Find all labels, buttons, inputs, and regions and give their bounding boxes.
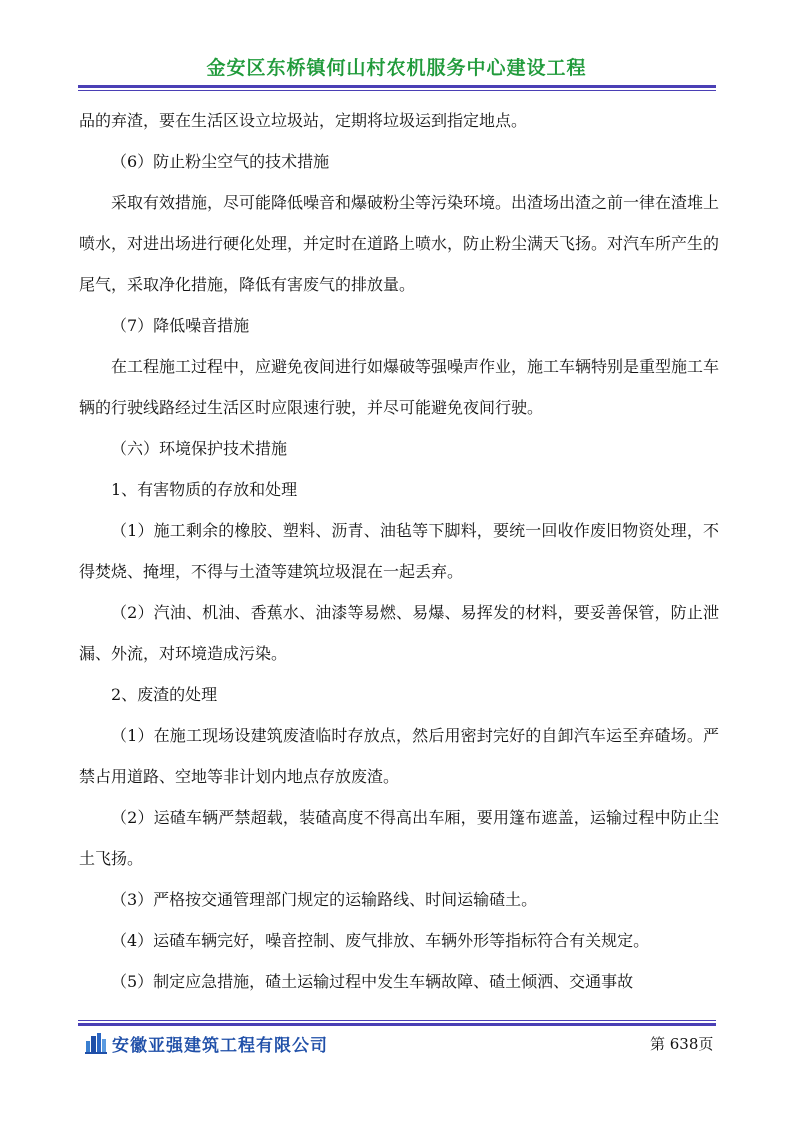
subsection-heading: 1、有害物质的存放和处理 (111, 480, 298, 499)
section-heading: （六）环境保护技术措施 (111, 439, 288, 458)
page-number: 第 638页 (650, 1035, 714, 1053)
header-rule-thin (78, 90, 716, 91)
paragraph: （6）防止粉尘空气的技术措施 (111, 152, 330, 171)
paragraph: （3）严格按交通管理部门规定的运输路线、时间运输碴土。 (111, 890, 538, 909)
paragraph: （2）汽油、机油、香蕉水、油漆等易燃、易爆、易挥发的材料，要妥善保管，防止泄漏、外流，对环境造成污染。 (79, 603, 719, 663)
paragraph: （5）制定应急措施，碴土运输过程中发生车辆故障、碴土倾洒、交通事故 (111, 972, 634, 991)
header-rule-thick (78, 85, 716, 88)
footer-company-block (85, 1030, 328, 1056)
paragraph: 品的弃渣，要在生活区设立垃圾站，定期将垃圾运到指定地点。 (79, 111, 528, 130)
subsection-heading: 2、废渣的处理 (111, 685, 218, 704)
footer-company-name: 安徽亚强建筑工程有限公司 (112, 1035, 328, 1056)
footer-rule-thin (78, 1020, 716, 1021)
building-logo-icon (85, 1032, 107, 1054)
paragraph: （1）在施工现场设建筑废渣临时存放点，然后用密封完好的自卸汽车运至弃碴场。严禁占用道路、空地等非计划内地点存放废渣。 (79, 726, 719, 786)
document-body (79, 100, 719, 1002)
paragraph: 在工程施工过程中，应避免夜间进行如爆破等强噪声作业，施工车辆特别是重型施工车辆的行驶线路经过生活区时应限速行驶，并尽可能避免夜间行驶。 (79, 357, 720, 417)
paragraph: （4）运碴车辆完好，噪音控制、废气排放、车辆外形等指标符合有关规定。 (111, 931, 650, 950)
paragraph: （2）运碴车辆严禁超载，装碴高度不得高出车厢，要用篷布遮盖，运输过程中防止尘土飞扬。 (79, 808, 719, 868)
paragraph: （1）施工剩余的橡胶、塑料、沥青、油毡等下脚料，要统一回收作废旧物资处理，不得焚烧、掩埋，不得与土渣等建筑垃圾混在一起丢弃。 (79, 521, 719, 581)
paragraph: （7）降低噪音措施 (111, 316, 250, 335)
page-header-title: 金安区东桥镇何山村农机服务中心建设工程 (206, 57, 587, 79)
paragraph: 采取有效措施，尽可能降低噪音和爆破粉尘等污染环境。出渣场出渣之前一律在渣堆上喷水，对进出场进行硬化处理，并定时在道路上喷水，防止粉尘满天飞扬。对汽车所产生的尾气，采取净化措施，降低有害废气的排放量。 (79, 193, 720, 294)
footer-rule-thick (78, 1023, 716, 1026)
